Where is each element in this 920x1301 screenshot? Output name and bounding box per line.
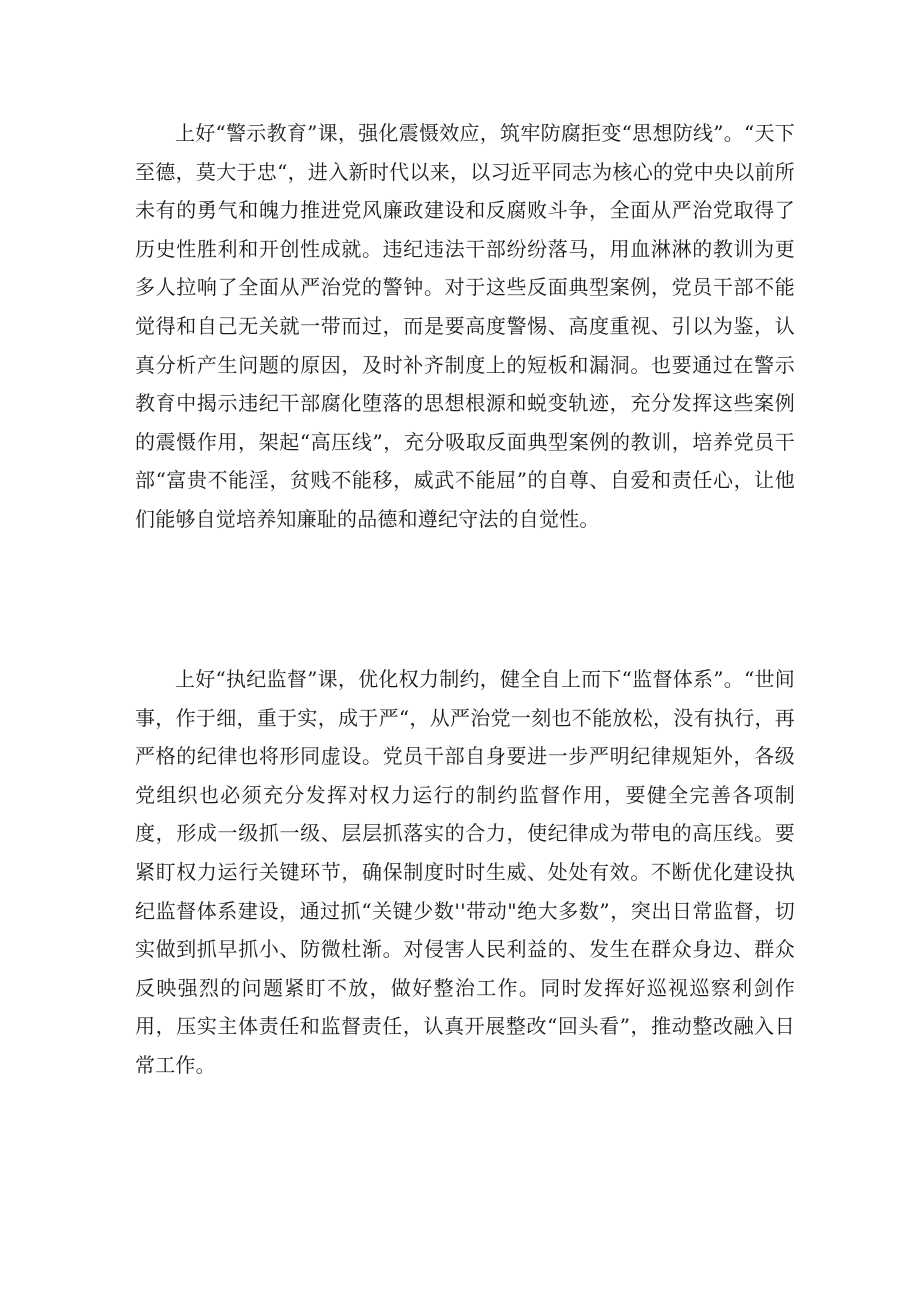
paragraph-discipline-supervision: 上好“执纪监督”课，优化权力制约，健全自上而下“监督体系”。“世间事，作于细，重于实，成于严“，从严治党一刻也不能放松，没有执行，再严格的纪律也将形同虚设。党员干部自身要进一步严明纪律规矩外，各级党组织也必须充分发挥对权力运行的制约监督作用，要健全完善各项制度，形成一级抓一级、层层抓落实的合力，使纪律成为带电的高压线。要紧盯权力运行关键环节，确保制度时时生威、处处有效。不断优化建设执纪监督体系建设，通过抓“关键少数''带动"绝大多数”，突出日常监督，切实做到抓早抓小、防微杜渐。对侵害人民利益的、发生在群众身边、群众反映强烈的问题紧盯不放，做好整治工作。同时发挥好巡视巡察利剑作用，压实主体责任和监督责任，认真开展整改“回头看”，推动整改融入日常工作。 (135, 667, 795, 1077)
paragraph-warning-education: 上好“警示教育”课，强化震慑效应，筑牢防腐拒变“思想防线”。“天下至德，莫大于忠“，进入新时代以来，以习近平同志为核心的党中央以前所未有的勇气和魄力推进党风廉政建设和反腐败斗争，全面从严治党取得了历史性胜利和开创性成就。违纪违法干部纷纷落马，用血淋淋的教训为更多人拉响了全面从严治党的警钟。对于这些反面典型案例，党员干部不能觉得和自己无关就一带而过，而是要高度警惕、高度重视、引以为鉴，认真分析产生问题的原因，及时补齐制度上的短板和漏洞。也要通过在警示教育中揭示违纪干部腐化堕落的思想根源和蜕变轨迹，充分发挥这些案例的震慑作用，架起“高压线”，充分吸取反面典型案例的教训，培养党员干部“富贵不能淫，贫贱不能移，威武不能屈”的自尊、自爱和责任心，让他们能够自觉培养知廉耻的品德和遵纪守法的自觉性。 (135, 121, 795, 531)
